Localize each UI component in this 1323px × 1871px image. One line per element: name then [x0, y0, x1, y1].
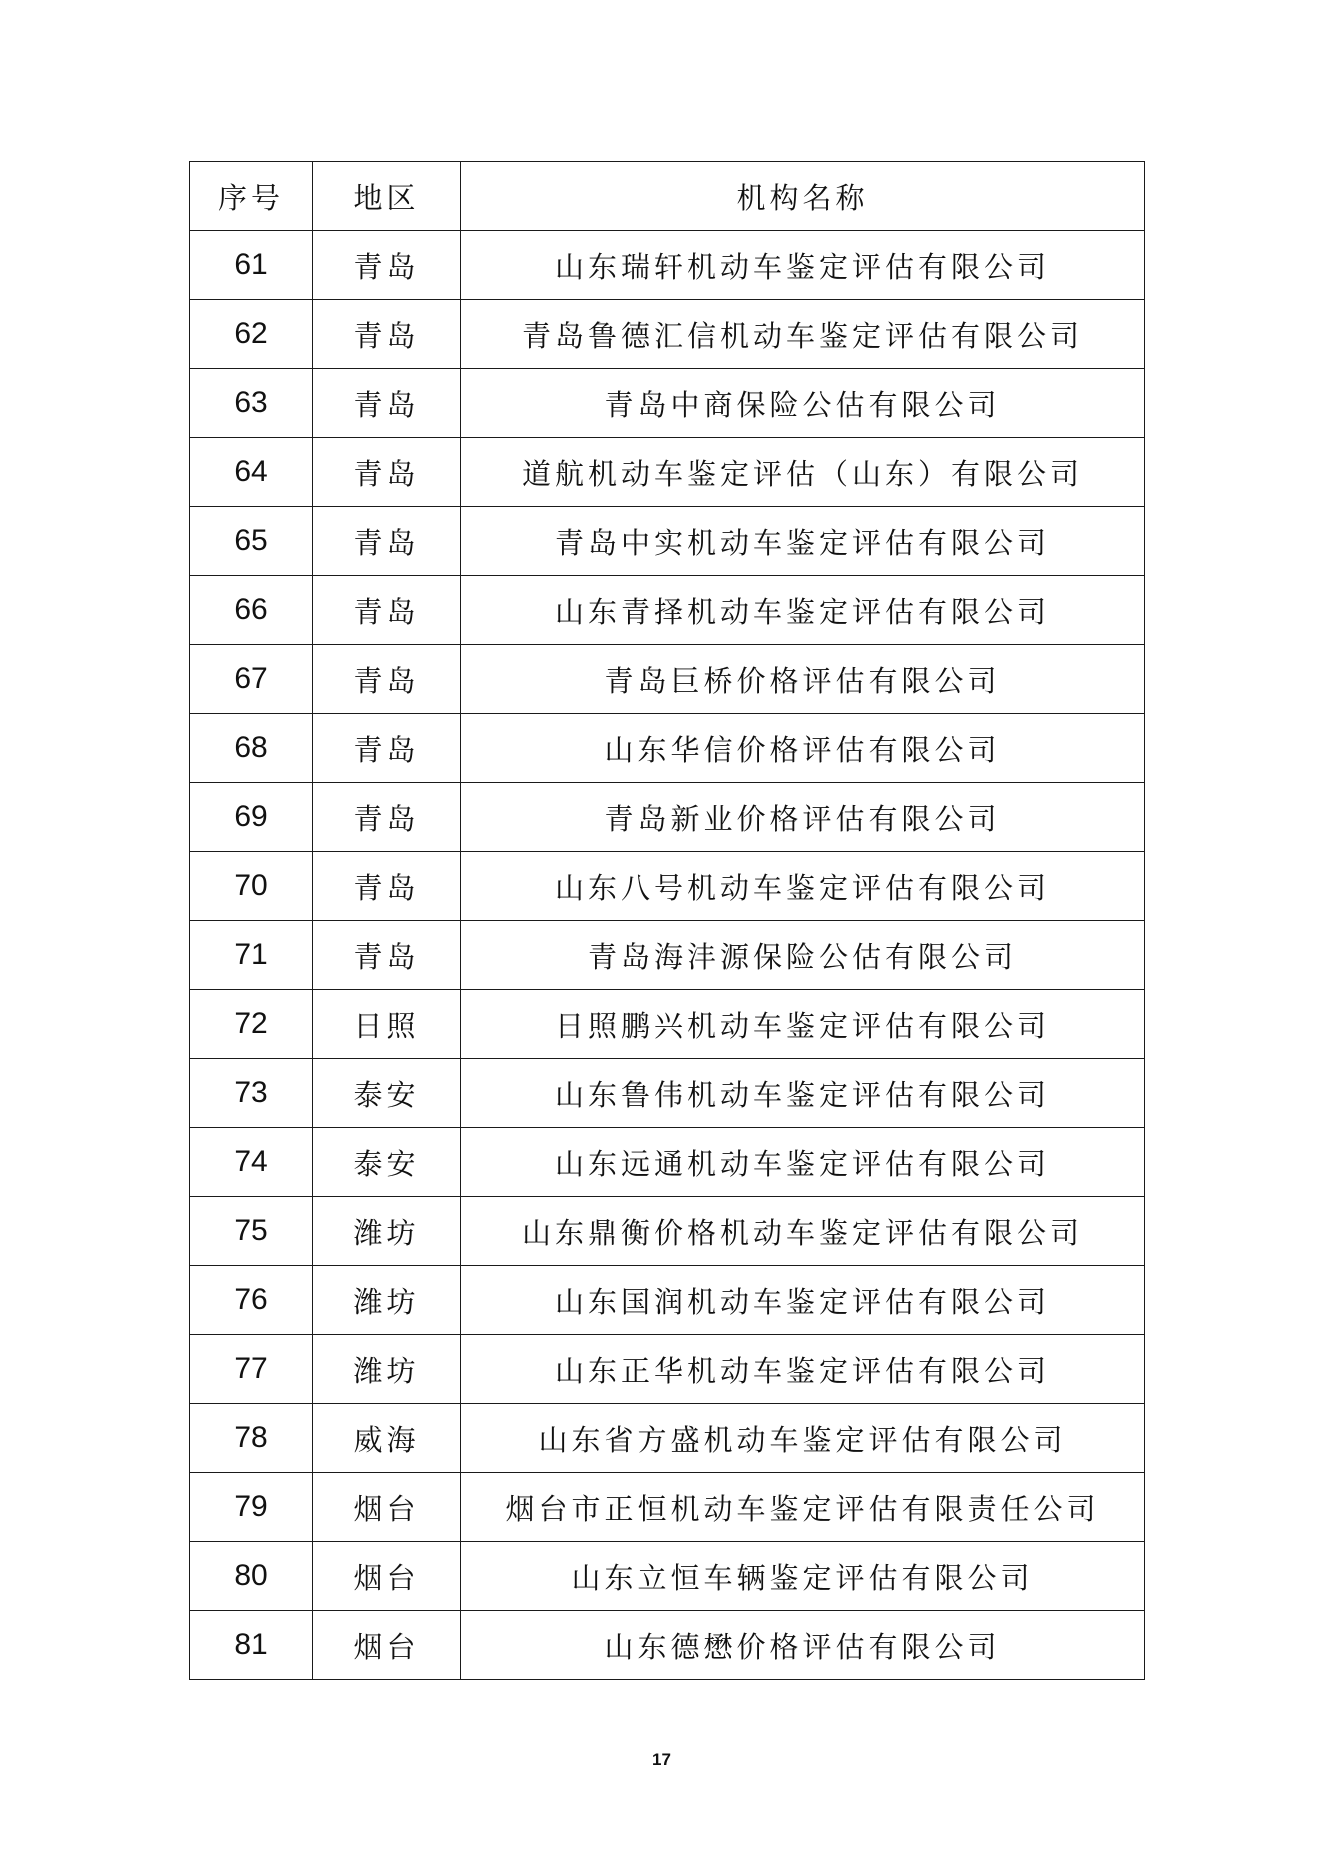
table-row [190, 1266, 1145, 1335]
cell-name: 道航机动车鉴定评估（山东）有限公司 [461, 438, 1145, 507]
table-row [190, 1611, 1145, 1680]
table-row [190, 645, 1145, 714]
table-row [190, 1197, 1145, 1266]
cell-region: 烟台 [313, 1611, 461, 1680]
cell-name: 山东德懋价格评估有限公司 [461, 1611, 1145, 1680]
cell-no: 68 [190, 714, 313, 783]
cell-no: 62 [190, 300, 313, 369]
cell-no: 70 [190, 852, 313, 921]
table-body [190, 231, 1145, 1680]
cell-no: 74 [190, 1128, 313, 1197]
cell-region: 潍坊 [313, 1335, 461, 1404]
cell-name: 山东八号机动车鉴定评估有限公司 [461, 852, 1145, 921]
header-name: 机构名称 [461, 162, 1145, 231]
cell-no: 71 [190, 921, 313, 990]
cell-region: 烟台 [313, 1473, 461, 1542]
cell-region: 青岛 [313, 852, 461, 921]
cell-name: 山东立恒车辆鉴定评估有限公司 [461, 1542, 1145, 1611]
cell-no: 66 [190, 576, 313, 645]
cell-region: 烟台 [313, 1542, 461, 1611]
cell-region: 日照 [313, 990, 461, 1059]
cell-region: 青岛 [313, 300, 461, 369]
cell-name: 山东鼎衡价格机动车鉴定评估有限公司 [461, 1197, 1145, 1266]
table-row [190, 576, 1145, 645]
cell-name: 山东青择机动车鉴定评估有限公司 [461, 576, 1145, 645]
cell-name: 烟台市正恒机动车鉴定评估有限责任公司 [461, 1473, 1145, 1542]
table-row [190, 300, 1145, 369]
cell-region: 青岛 [313, 921, 461, 990]
table-row [190, 231, 1145, 300]
table-row [190, 852, 1145, 921]
cell-no: 67 [190, 645, 313, 714]
cell-region: 威海 [313, 1404, 461, 1473]
table-row [190, 438, 1145, 507]
header-row [190, 162, 1145, 231]
header-no: 序号 [190, 162, 313, 231]
cell-region: 青岛 [313, 576, 461, 645]
cell-no: 64 [190, 438, 313, 507]
table-row [190, 714, 1145, 783]
cell-name: 山东鲁伟机动车鉴定评估有限公司 [461, 1059, 1145, 1128]
institution-table [189, 161, 1145, 1680]
cell-no: 77 [190, 1335, 313, 1404]
cell-no: 73 [190, 1059, 313, 1128]
table-row [190, 1335, 1145, 1404]
cell-region: 潍坊 [313, 1266, 461, 1335]
cell-name: 青岛鲁德汇信机动车鉴定评估有限公司 [461, 300, 1145, 369]
cell-no: 65 [190, 507, 313, 576]
header-region: 地区 [313, 162, 461, 231]
cell-name: 山东省方盛机动车鉴定评估有限公司 [461, 1404, 1145, 1473]
cell-no: 76 [190, 1266, 313, 1335]
table-row [190, 1059, 1145, 1128]
cell-name: 山东正华机动车鉴定评估有限公司 [461, 1335, 1145, 1404]
cell-region: 潍坊 [313, 1197, 461, 1266]
cell-no: 81 [190, 1611, 313, 1680]
cell-name: 青岛新业价格评估有限公司 [461, 783, 1145, 852]
cell-name: 青岛海沣源保险公估有限公司 [461, 921, 1145, 990]
cell-no: 72 [190, 990, 313, 1059]
cell-no: 61 [190, 231, 313, 300]
cell-name: 青岛中商保险公估有限公司 [461, 369, 1145, 438]
cell-name: 山东瑞轩机动车鉴定评估有限公司 [461, 231, 1145, 300]
cell-no: 75 [190, 1197, 313, 1266]
table-row [190, 1128, 1145, 1197]
table-row [190, 507, 1145, 576]
cell-name: 山东国润机动车鉴定评估有限公司 [461, 1266, 1145, 1335]
cell-name: 山东华信价格评估有限公司 [461, 714, 1145, 783]
cell-region: 青岛 [313, 645, 461, 714]
cell-region: 青岛 [313, 507, 461, 576]
table-row [190, 1404, 1145, 1473]
table-row [190, 1542, 1145, 1611]
cell-name: 日照鹏兴机动车鉴定评估有限公司 [461, 990, 1145, 1059]
cell-region: 青岛 [313, 714, 461, 783]
cell-name: 青岛巨桥价格评估有限公司 [461, 645, 1145, 714]
table-row [190, 990, 1145, 1059]
cell-name: 山东远通机动车鉴定评估有限公司 [461, 1128, 1145, 1197]
cell-no: 69 [190, 783, 313, 852]
cell-region: 泰安 [313, 1059, 461, 1128]
cell-no: 78 [190, 1404, 313, 1473]
cell-region: 青岛 [313, 231, 461, 300]
cell-region: 泰安 [313, 1128, 461, 1197]
table-header [190, 162, 1145, 231]
page-number: 17 [652, 1750, 671, 1769]
cell-no: 79 [190, 1473, 313, 1542]
cell-name: 青岛中实机动车鉴定评估有限公司 [461, 507, 1145, 576]
table-row [190, 369, 1145, 438]
table-row [190, 1473, 1145, 1542]
cell-region: 青岛 [313, 369, 461, 438]
cell-no: 80 [190, 1542, 313, 1611]
cell-region: 青岛 [313, 438, 461, 507]
cell-region: 青岛 [313, 783, 461, 852]
table-row [190, 783, 1145, 852]
cell-no: 63 [190, 369, 313, 438]
table-row [190, 921, 1145, 990]
